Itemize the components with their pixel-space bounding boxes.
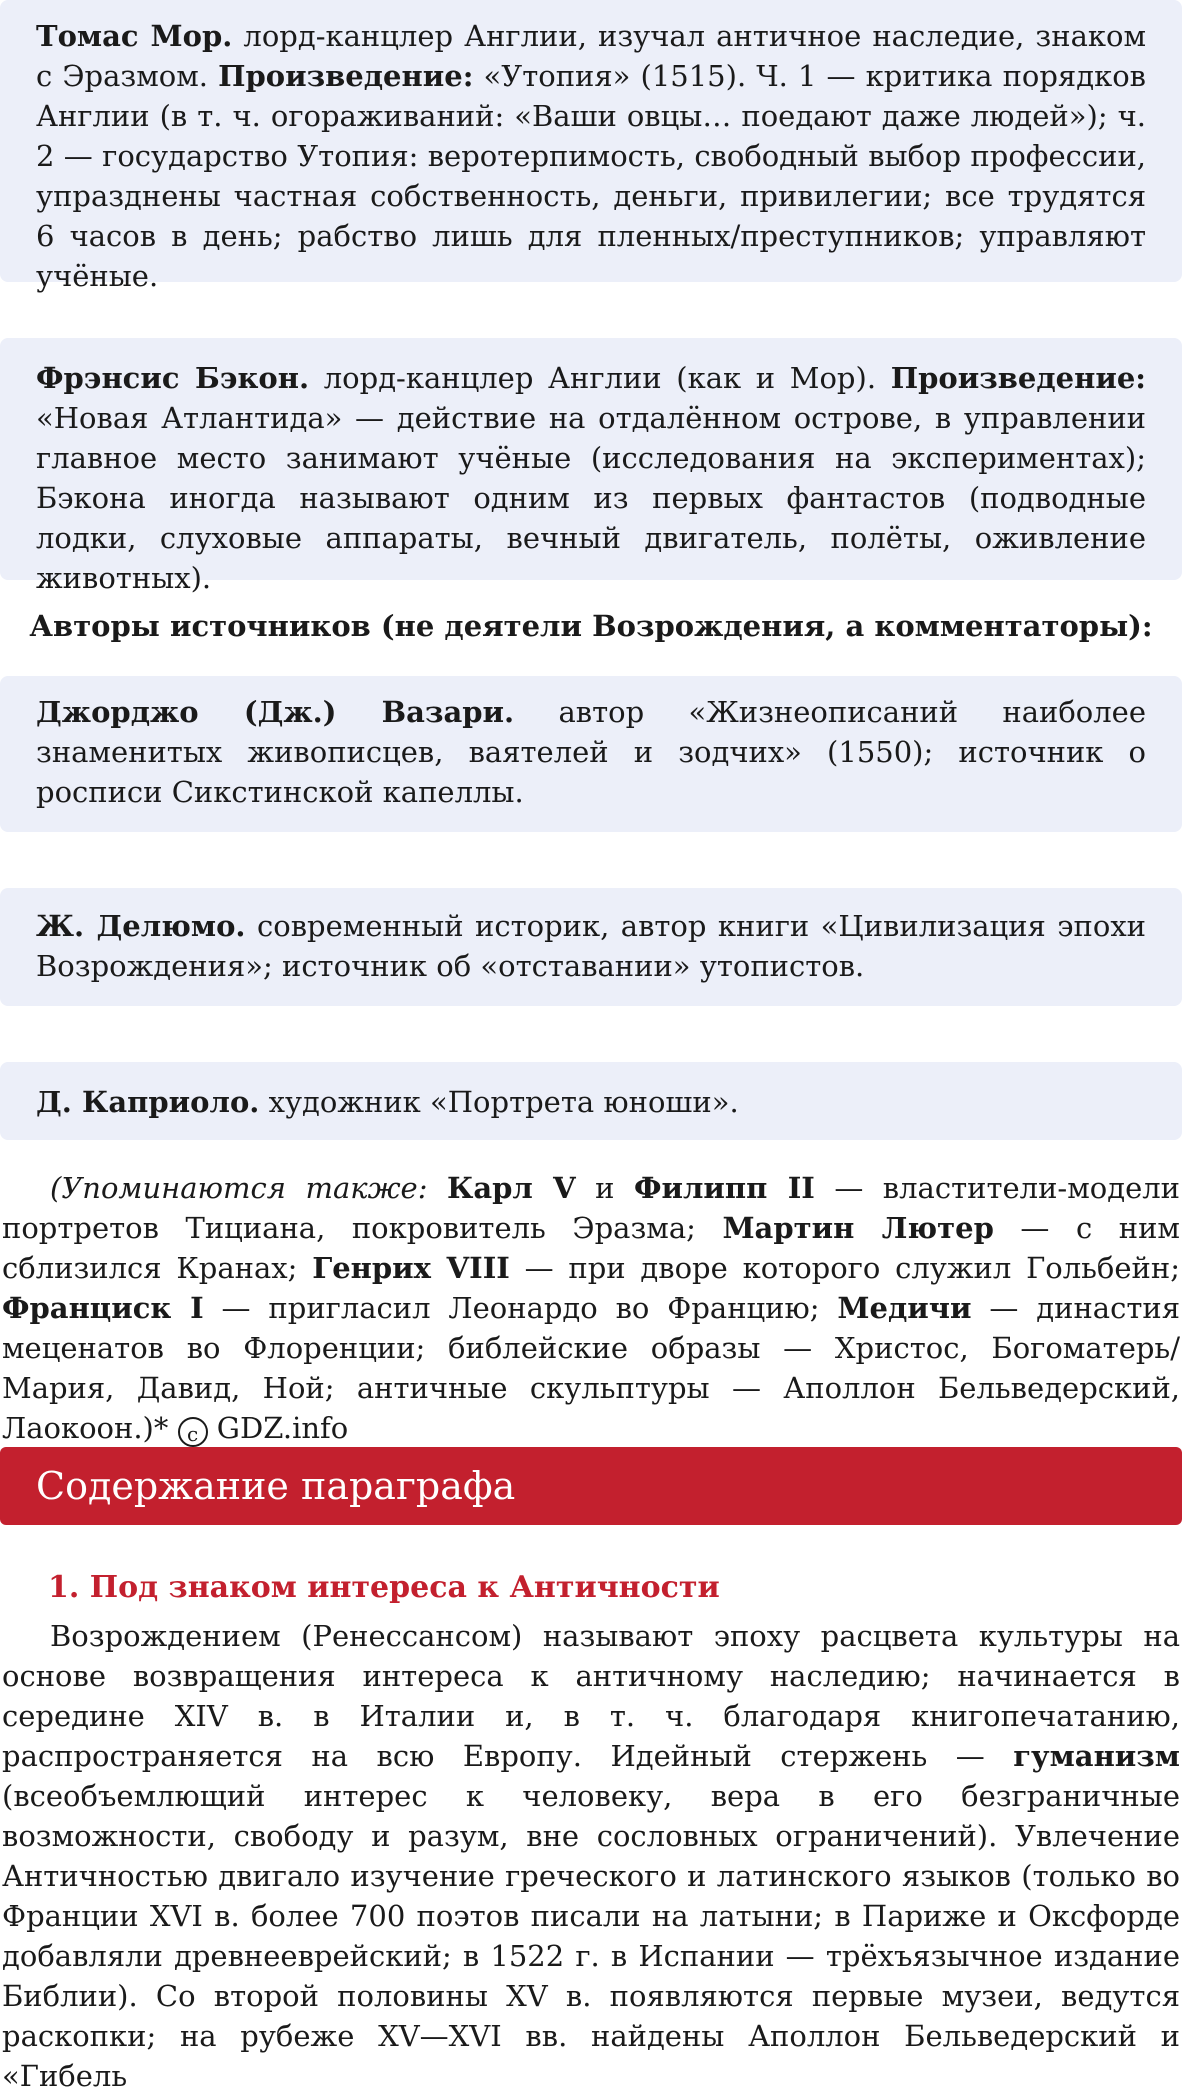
vasari-text: автор «Жизнеописаний наиболее знаменитых живописцев, ваятелей и зодчих» (1550); источник о росписи Сикстинской капеллы.	[36, 695, 1146, 809]
thomas-more-text1: лорд-канцлер Англии, изучал античное наследие, знаком с Эразмом.	[36, 19, 1146, 93]
site-name: GDZ.info	[207, 1411, 349, 1445]
francis-bacon-work-label: Произведение:	[890, 361, 1146, 395]
mention-text: — династия меценатов во Флоренции; библейские образы — Христос, Богоматерь/Мария, Давид, Ной; античные скульптуры — Аполлон Бельведерский, Лаокоон.)*	[2, 1291, 1180, 1445]
caprioli-card	[0, 1062, 1182, 1140]
section-title: 1. Под знаком интереса к Античности	[48, 1570, 720, 1605]
authors-heading: Авторы источников (не деятели Возрождения, а комментаторы):	[29, 609, 1153, 643]
mention-text: — властители-модели портретов Тициана, покровитель Эразма;	[2, 1171, 1180, 1245]
francis-bacon-text1: лорд-канцлер Англии (как и Мор).	[309, 361, 891, 395]
francis-bacon-name: Фрэнсис Бэкон.	[36, 361, 310, 395]
delumeau-name: Ж. Делюмо.	[36, 909, 246, 943]
vasari-name: Джорджо (Дж.) Вазари.	[36, 695, 515, 729]
mention-text: и	[575, 1171, 634, 1205]
mention-text: — пригласил Леонардо во Францию;	[203, 1291, 838, 1325]
section-banner: Содержание параграфа	[0, 1447, 1182, 1525]
thomas-more-work-label: Произведение:	[218, 59, 474, 93]
vasari-card	[0, 676, 1182, 832]
delumeau-card	[0, 888, 1182, 1006]
copyright-icon: c	[178, 1417, 208, 1447]
francis-bacon-text2: «Новая Атлантида» — действие на отдалённом острове, в управлении главное место занимают учёные (исследования на экспериментах); Бэкона иногда называют одним из первых фантастов (подводные лодки, слуховые аппараты, вечный двигатель, полёты, оживление животных).	[36, 401, 1146, 595]
humanism-term: гуманизм	[1013, 1739, 1180, 1773]
mention-philip-ii: Филипп II	[633, 1171, 815, 1205]
mention-henry-viii: Генрих VIII	[312, 1251, 510, 1285]
francis-bacon-card	[0, 338, 1182, 595]
mention-francis-i: Франциск I	[2, 1291, 204, 1325]
mentions-paragraph	[0, 1168, 1182, 1448]
body-paragraph	[0, 1616, 1182, 2096]
delumeau-text: современный историк, автор книги «Цивилизация эпохи Возрождения»; источник об «отставании» утопистов.	[36, 909, 1146, 983]
thomas-more-card	[0, 0, 1182, 293]
mentions-lead: (Упоминаются также:	[50, 1171, 428, 1205]
mention-text: — при дворе которого служил Гольбейн;	[509, 1251, 1180, 1285]
mention-text: — с ним сблизился Кранах;	[2, 1211, 1180, 1285]
mention-medici: Медичи	[837, 1291, 972, 1325]
body-text-2: (всеобъемлющий интерес к человеку, вера в его безграничные возможности, свободу и разум, вне сословных ограничений). Увлечение Античностью двигало изучение греческого и латинского языков (только во Франции XVI в. более 700 поэтов писали на латыни; в Париже и Оксфорде добавляли древнееврейский; в 1522 г. в Испании — трёхъязычное издание Библии). Со второй половины XV в. появляются первые музеи, ведутся раскопки; на рубеже XV—XVI вв. найдены Аполлон Бельведерский и «Гибель	[2, 1779, 1180, 2093]
thomas-more-name: Томас Мор.	[36, 19, 233, 53]
caprioli-name: Д. Каприоло.	[36, 1085, 260, 1119]
mention-charles-v: Карл V	[446, 1171, 576, 1205]
thomas-more-text2: «Утопия» (1515). Ч. 1 — критика порядков Англии (в т. ч. огораживаний: «Ваши овцы… поедают даже людей»); ч. 2 — государство Утопия: веротерпимость, свободный выбор профессии, упразднены частная собственность, деньги, привилегии; все трудятся 6 часов в день; рабство лишь для пленных/преступников; управляют учёные.	[36, 59, 1146, 293]
caprioli-text: художник «Портрета юноши».	[259, 1085, 739, 1119]
mention-luther: Мартин Лютер	[722, 1211, 994, 1245]
body-text-1: Возрождением (Ренессансом) называют эпоху расцвета культуры на основе возвращения интереса к античному наследию; начинается в середине XIV в. в Италии и, в т. ч. благодаря книгопечатанию, распространяется на всю Европу. Идейный стержень —	[2, 1619, 1180, 1773]
